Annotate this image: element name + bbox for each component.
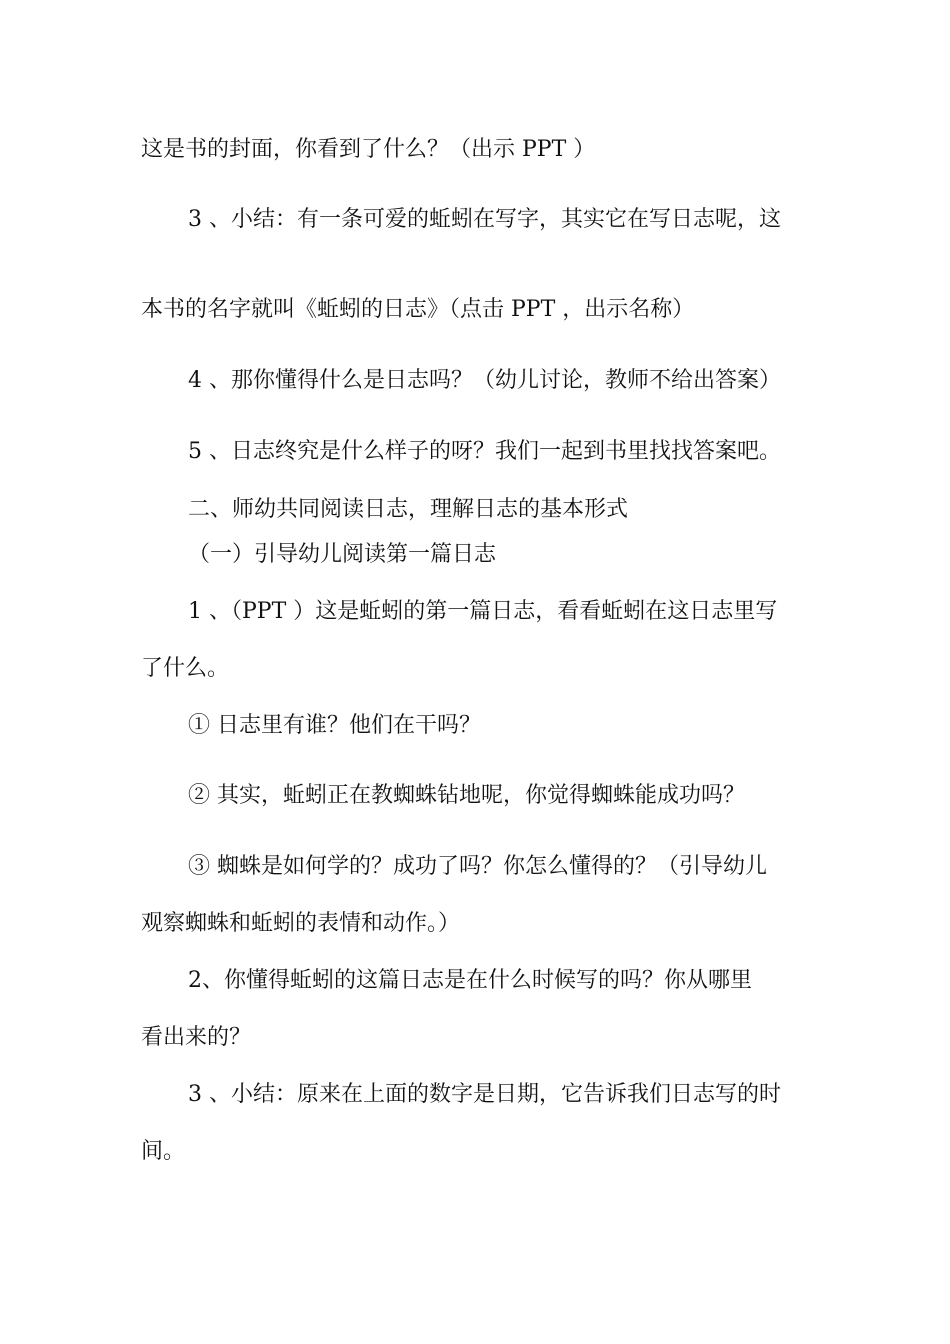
text-line: 3 、小结：有一条可爱的蚯蚓在写字，其实它在写日志呢，这 — [188, 207, 781, 232]
text-line: ② 其实，蚯蚓正在教蜘蛛钻地呢，你觉得蜘蛛能成功吗？ — [188, 783, 745, 808]
text-line: 1 、（PPT ）这是蚯蚓的第一篇日志，看看蚯蚓在这日志里写 — [188, 599, 778, 624]
text-line: 本书的名字就叫《蚯蚓的日志》（点击 PPT ，出示名称） — [141, 297, 695, 322]
section-heading: 二、师幼共同阅读日志，理解日志的基本形式 — [188, 497, 629, 522]
subsection-heading: （一）引导幼儿阅读第一篇日志 — [188, 542, 497, 567]
text-line: ① 日志里有谁？他们在干吗？ — [188, 713, 481, 738]
text-line: 看出来的？ — [141, 1025, 252, 1050]
text-line: 观察蜘蛛和蚯蚓的表情和动作。） — [141, 911, 461, 936]
text-line: 间。 — [141, 1139, 186, 1164]
text-line: 3 、小结：原来在上面的数字是日期，它告诉我们日志写的时 — [188, 1082, 781, 1107]
text-line: 5 、日志终究是什么样子的呀？我们一起到书里找找答案吧。 — [188, 439, 781, 464]
text-line: 4 、那你懂得什么是日志吗？（幼儿讨论，教师不给出答案） — [188, 368, 781, 393]
text-line: 了什么。 — [141, 656, 230, 681]
text-line: 这是书的封面，你看到了什么？（出示 PPT ） — [141, 137, 596, 162]
text-line: 2、你懂得蚯蚓的这篇日志是在什么时候写的吗？你从哪里 — [188, 968, 752, 993]
text-line: ③ 蜘蛛是如何学的？成功了吗？你怎么懂得的？（引导幼儿 — [188, 854, 767, 879]
